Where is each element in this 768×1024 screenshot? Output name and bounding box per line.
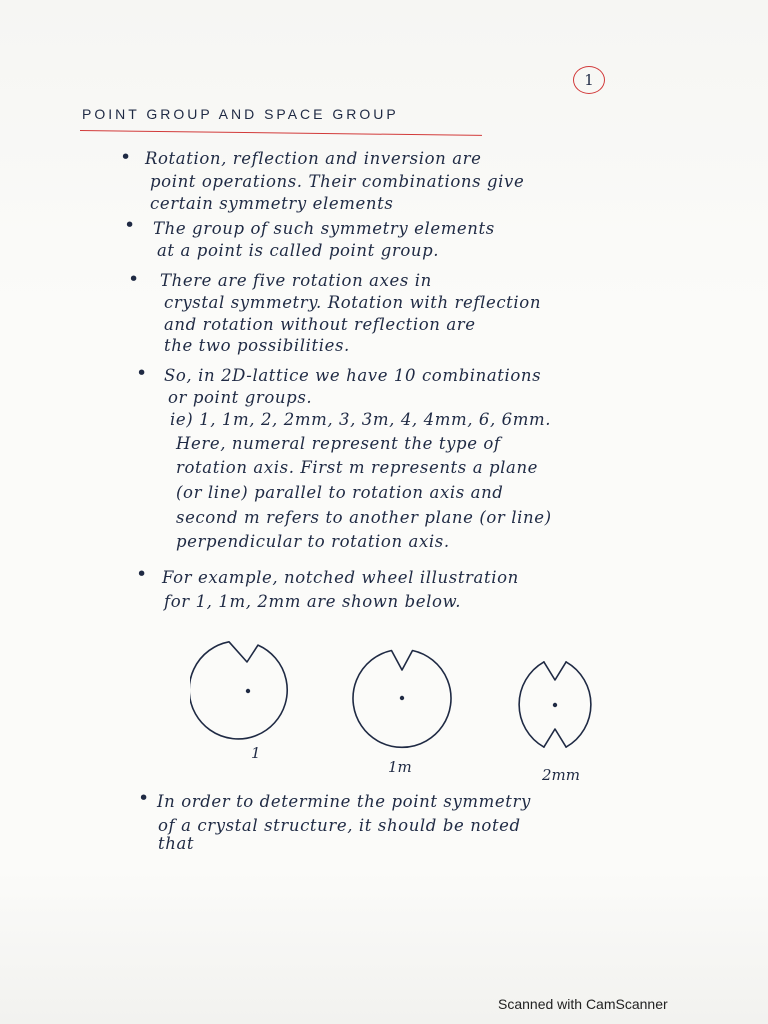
bullet-marker: • bbox=[136, 563, 148, 585]
figure-label-1m: 1m bbox=[388, 758, 412, 776]
text-line: or point groups. bbox=[168, 388, 313, 407]
text-line: Rotation, reflection and inversion are bbox=[145, 149, 482, 168]
text-line: second m refers to another plane (or line) bbox=[176, 508, 552, 527]
text-line: rotation axis. First m represents a plane bbox=[176, 458, 539, 477]
figure-label-2mm: 2mm bbox=[542, 766, 580, 784]
bullet-marker: • bbox=[138, 787, 150, 809]
wheel-center-dot bbox=[400, 696, 404, 700]
text-line: For example, notched wheel illustration bbox=[162, 568, 519, 587]
text-line: point operations. Their combinations give bbox=[150, 172, 525, 191]
text-line: of a crystal structure, it should be noted bbox=[158, 816, 521, 835]
figure-label-1: 1 bbox=[251, 744, 261, 762]
text-line: crystal symmetry. Rotation with reflection bbox=[164, 293, 542, 312]
wheel-center-dot bbox=[553, 703, 557, 707]
text-line: certain symmetry elements bbox=[150, 194, 394, 213]
notched-wheel-1 bbox=[190, 642, 287, 739]
bullet-marker: • bbox=[136, 362, 148, 384]
page-number-value: 1 bbox=[584, 71, 594, 89]
text-line: ie) 1, 1m, 2, 2mm, 3, 3m, 4, 4mm, 6, 6mm. bbox=[170, 410, 552, 429]
bullet-marker: • bbox=[124, 214, 136, 236]
scanner-watermark: Scanned with CamScanner bbox=[498, 996, 668, 1012]
text-line: Here, numeral represent the type of bbox=[176, 434, 501, 453]
text-line: perpendicular to rotation axis. bbox=[176, 532, 450, 551]
wheel-center-dot bbox=[246, 689, 250, 693]
text-line: that bbox=[158, 834, 195, 853]
text-line: The group of such symmetry elements bbox=[153, 219, 495, 238]
text-line: for 1, 1m, 2mm are shown below. bbox=[164, 592, 462, 611]
text-line: at a point is called point group. bbox=[157, 241, 440, 260]
text-line: So, in 2D-lattice we have 10 combinations bbox=[164, 366, 542, 385]
page-number bbox=[573, 66, 605, 94]
text-line: the two possibilities. bbox=[164, 336, 350, 355]
text-line: There are five rotation axes in bbox=[160, 271, 432, 290]
title-underline bbox=[80, 130, 482, 136]
text-line: In order to determine the point symmetry bbox=[157, 792, 531, 811]
text-line: (or line) parallel to rotation axis and bbox=[176, 483, 504, 502]
text-line: and rotation without reflection are bbox=[164, 315, 476, 334]
page-title: POINT GROUP AND SPACE GROUP bbox=[82, 106, 399, 122]
bullet-marker: • bbox=[120, 146, 132, 168]
notched-wheel-2mm bbox=[555, 662, 591, 758]
bullet-marker: • bbox=[128, 268, 140, 290]
